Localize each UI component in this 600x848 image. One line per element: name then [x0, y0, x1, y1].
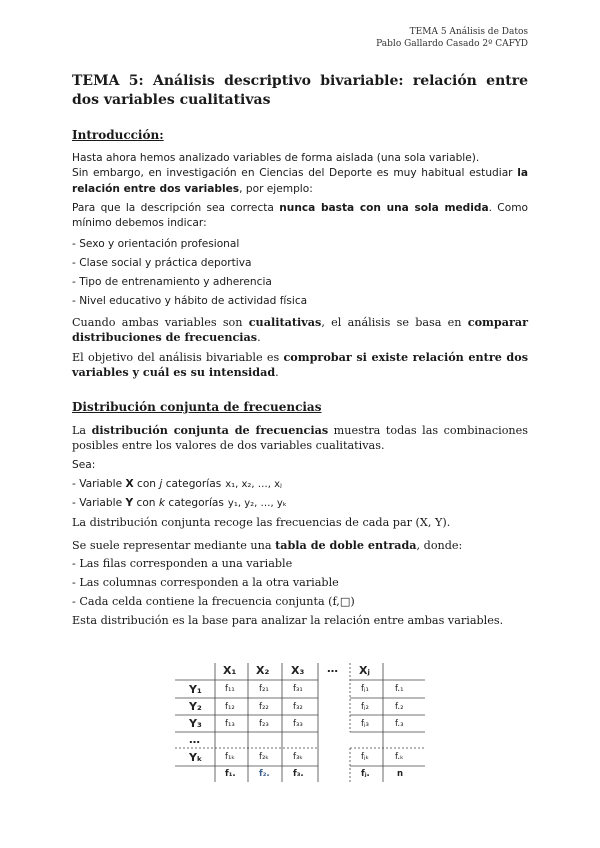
- joint-paragraph-4: Esta distribución es la base para analizar la relación entre ambas variables.: [72, 614, 504, 628]
- col-header-x2: X₂: [256, 664, 270, 677]
- page-header: [376, 26, 528, 50]
- total-f1: f₁.: [225, 769, 236, 779]
- var2-italic: k: [158, 496, 166, 509]
- cell-f-dot-1: f.₁: [395, 684, 404, 694]
- cell-f21: f₂₁: [259, 684, 269, 694]
- intro-p3a: Cuando ambas variables son: [72, 316, 249, 330]
- cell-f-dot-k: f.ₖ: [395, 752, 404, 762]
- cell-f1k: f₁ₖ: [225, 752, 236, 762]
- joint-bullet-list: [72, 554, 528, 611]
- intro-p2a: Para que la descripción sea correcta: [72, 201, 280, 214]
- row-header-ellipsis: …: [189, 733, 200, 746]
- joint-p1-bold: distribución conjunta de frecuencias: [91, 423, 329, 438]
- intro-p1-bold: la relación entre dos variables: [72, 167, 528, 195]
- cell-f31: f₃₁: [293, 684, 303, 694]
- intro-paragraph-2: [72, 201, 528, 231]
- intro-p3c: .: [257, 331, 261, 345]
- joint-p3-bold: tabla de doble entrada: [275, 538, 417, 553]
- cell-f13: f₁₃: [225, 719, 235, 729]
- joint-paragraph-3: [72, 538, 528, 553]
- joint-variable-y: [72, 494, 528, 513]
- cell-fj3: fⱼ₃: [361, 719, 369, 729]
- intro-p4-bold: comprobar si existe relación entre dos variables y cuál es su intensidad: [72, 349, 528, 379]
- intro-p1-line1: Hasta ahora hemos analizado variables de forma aislada (una sola variable).: [72, 152, 480, 165]
- cell-fjk: fⱼₖ: [361, 752, 370, 762]
- var1a: - Variable: [72, 477, 126, 490]
- total-fj: fⱼ.: [361, 769, 370, 779]
- col-header-x3: X₃: [291, 664, 305, 677]
- joint-heading: Distribución conjunta de frecuencias: [72, 400, 322, 415]
- list-item: - Clase social y práctica deportiva: [72, 257, 252, 270]
- cell-f33: f₃₃: [293, 719, 303, 729]
- cell-f-dot-2: f.₂: [395, 702, 404, 712]
- joint-paragraph-2: La distribución conjunta recoge las frecuencias de cada par (X, Y).: [72, 515, 451, 529]
- list-item: - Sexo y orientación profesional: [72, 238, 240, 251]
- cell-f12: f₁₂: [225, 702, 235, 712]
- row-header-y2: Y₂: [189, 700, 202, 713]
- joint-paragraph-1: [72, 423, 528, 453]
- total-f3: f₃.: [293, 769, 304, 779]
- intro-paragraph-1: [72, 151, 528, 197]
- intro-paragraph-3: [72, 315, 528, 345]
- col-header-xj: Xⱼ: [359, 664, 370, 677]
- var2c: categorías: [165, 496, 224, 509]
- joint-variable-x: [72, 475, 528, 494]
- document-title: TEMA 5: Análisis descriptivo bivariable: relación entre dos variables cualitativas: [72, 73, 528, 108]
- var1-bold: X: [125, 477, 134, 490]
- row-header-yk: Yₖ: [189, 751, 203, 764]
- intro-p2b: . Como mínimo debemos indicar:: [72, 201, 528, 230]
- joint-p3a: Se suele representar mediante una: [72, 539, 276, 553]
- row-header-y1: Y₁: [189, 683, 202, 696]
- var1c: categorías: [162, 477, 222, 490]
- list-item: - Tipo de entrenamiento y adherencia: [72, 276, 272, 289]
- cell-fj2: fⱼ₂: [361, 702, 369, 712]
- intro-p1-line2b: , por ejemplo:: [239, 182, 313, 195]
- header-line-2: Pablo Gallardo Casado 2º CAFYD: [376, 39, 528, 49]
- var2b: con: [133, 496, 159, 509]
- intro-p3b: , el análisis se basa en: [321, 316, 468, 330]
- intro-p3-bold-2: comparar distribuciones de frecuencias: [72, 315, 528, 345]
- cell-f32: f₃₂: [293, 702, 303, 712]
- intro-p4a: El objetivo del análisis bivariable es: [72, 350, 284, 364]
- intro-p2-bold: nunca basta con una sola medida: [279, 201, 489, 214]
- header-line-1: TEMA 5 Análisis de Datos: [409, 27, 528, 37]
- list-item: - Las columnas corresponden a la otra variable: [72, 576, 339, 590]
- joint-p1a: La: [72, 424, 92, 438]
- cell-f-dot-3: f.₃: [395, 719, 404, 729]
- col-header-ellipsis: …: [327, 662, 338, 675]
- joint-p1b: muestra todas las combinaciones posibles entre los valores de dos variables cualitativas.: [72, 424, 528, 453]
- document-body: [72, 124, 528, 632]
- total-n: n: [397, 769, 404, 779]
- intro-bullet-list: [72, 235, 528, 311]
- var1-italic: j: [159, 477, 163, 490]
- cell-fj1: fⱼ₁: [361, 684, 369, 694]
- cell-f23: f₂₃: [259, 719, 269, 729]
- var2-bold: Y: [125, 496, 134, 509]
- list-item: - Nivel educativo y hábito de actividad física: [72, 295, 308, 308]
- intro-p1-line2a: Sin embargo, en investigación en Ciencias del Deporte es muy habitual estudiar: [72, 167, 518, 180]
- list-item: - Las filas corresponden a una variable: [72, 557, 293, 571]
- cell-f2k: f₂ₖ: [259, 752, 270, 762]
- total-f2: f₂.: [259, 769, 270, 779]
- var2a: - Variable: [72, 496, 126, 509]
- cell-f22: f₂₂: [259, 702, 269, 712]
- var1-formula: x₁, x₂, …, xⱼ: [225, 478, 282, 490]
- intro-heading: Introducción:: [72, 128, 164, 142]
- cell-f3k: f₃ₖ: [293, 752, 304, 762]
- col-header-x1: X₁: [223, 664, 237, 677]
- intro-p4b: .: [275, 365, 279, 379]
- intro-p3-bold-1: cualitativas: [248, 315, 322, 330]
- frequency-table: [175, 660, 425, 785]
- joint-sea: Sea:: [72, 458, 96, 471]
- var1b: con: [133, 477, 160, 490]
- intro-paragraph-4: [72, 350, 528, 380]
- joint-p3b: , donde:: [416, 539, 463, 553]
- var2-formula: y₁, y₂, …, yₖ: [227, 497, 288, 509]
- row-header-y3: Y₃: [189, 717, 202, 730]
- list-item: - Cada celda contiene la frecuencia conjunta (f,□): [72, 595, 355, 609]
- cell-f11: f₁₁: [225, 684, 235, 694]
